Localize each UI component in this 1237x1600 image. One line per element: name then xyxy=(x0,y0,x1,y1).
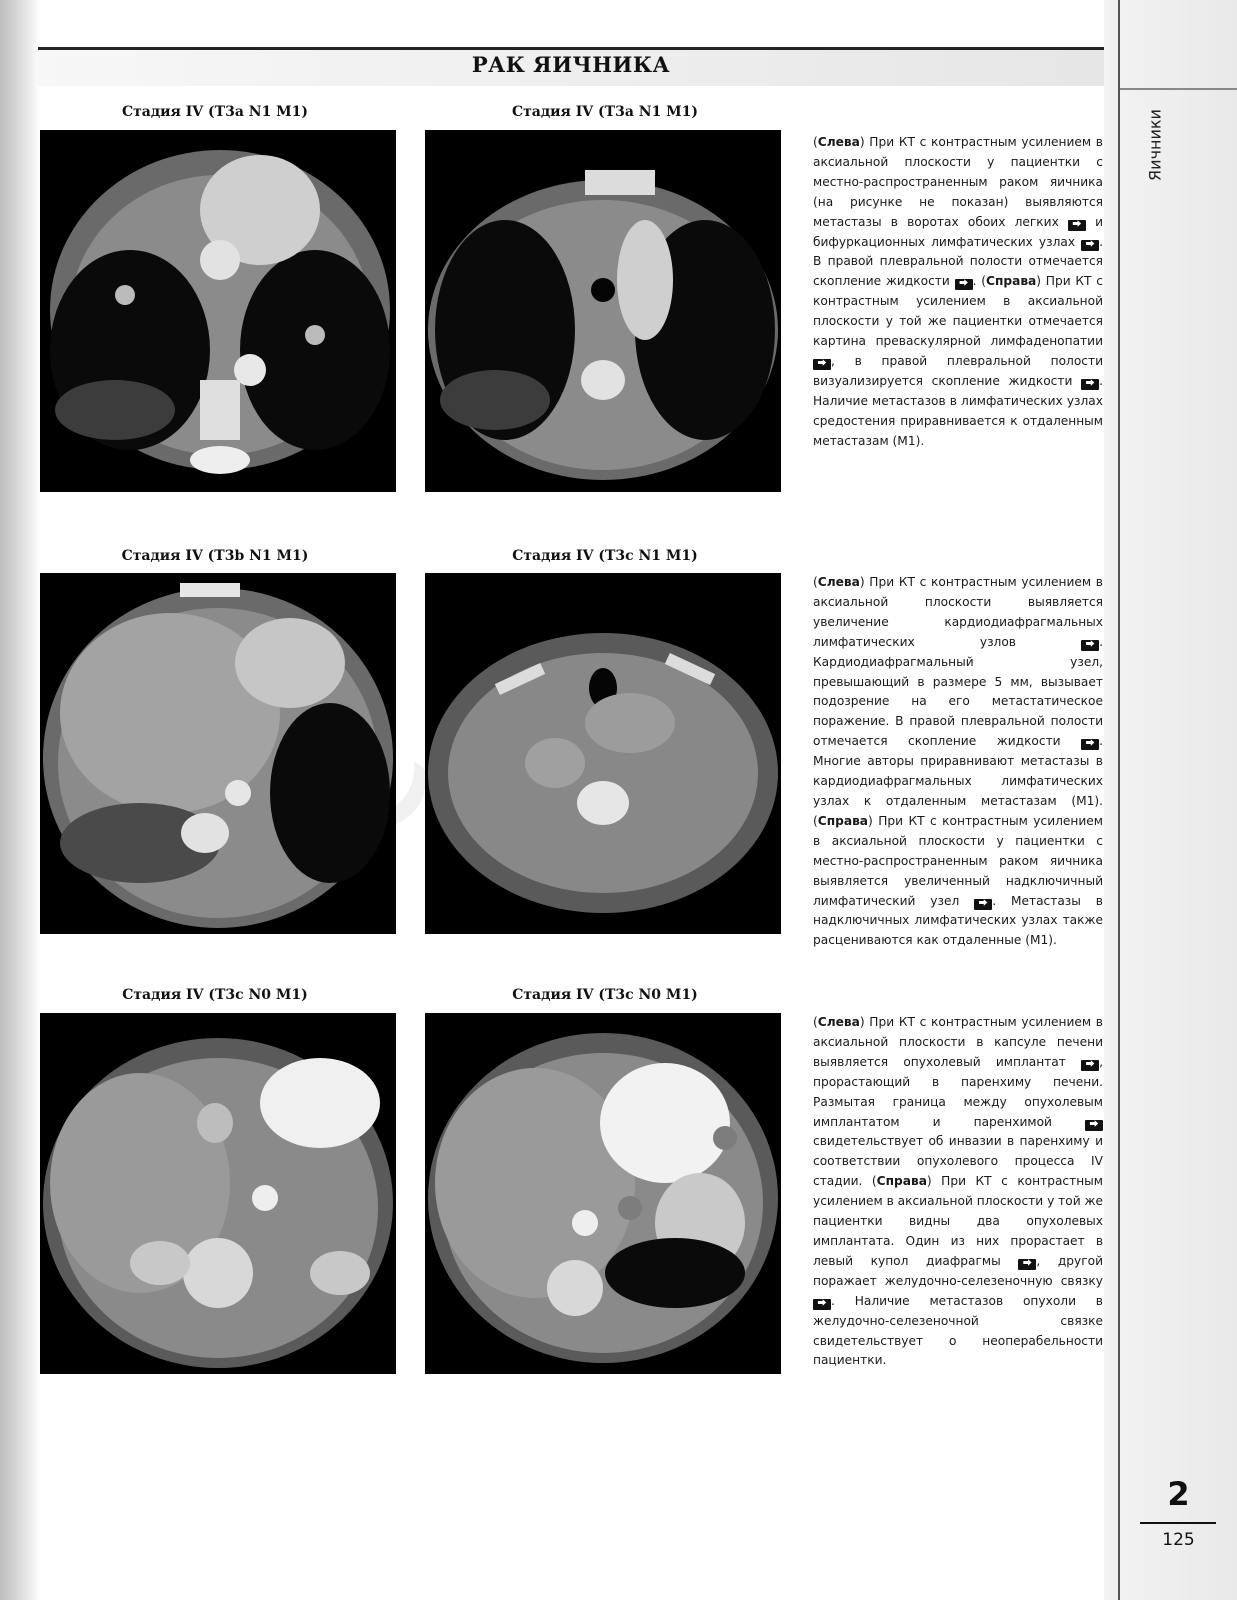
caption-row3-left: Стадия IV (T3c N0 M1) xyxy=(122,987,308,1003)
side-label-bold: Справа xyxy=(876,1174,927,1189)
arrow-marker-icon: ⮕ xyxy=(1081,1060,1099,1071)
description-text: ) При КТ с контрастным усилением в аксиальной плоскости выявляется увеличение кардиодиафрагмальных лимфатических узлов xyxy=(813,575,1103,649)
caption-row2-left: Стадия IV (T3b N1 M1) xyxy=(121,548,309,564)
strip-divider xyxy=(1118,0,1120,1600)
strip-top-rule xyxy=(1120,88,1237,90)
description-row3 xyxy=(813,1013,1103,1371)
arrow-marker-icon: ⮕ xyxy=(1081,240,1099,251)
description-text: . Кардиодиафрагмальный узел, превышающий в размере 5 мм, вызывает подозрение на его метастатическое поражение. В правой плевральной полости отмечается скопление жидкости xyxy=(813,634,1103,749)
arrow-marker-icon: ⮕ xyxy=(813,359,831,370)
arrow-marker-icon: ⮕ xyxy=(1085,1120,1103,1131)
ct-scan-diaphragm-implants xyxy=(425,1013,781,1374)
page-title: РАК ЯИЧНИКА xyxy=(471,52,671,77)
ct-scan-supraclavicular-node xyxy=(425,573,781,934)
description-row2 xyxy=(813,573,1103,951)
description-text: . В правой плевральной полости отмечается скопление жидкости xyxy=(813,234,1103,289)
description-text: . Многие авторы приравнивают метастазы в кардиодиафрагмальных лимфатических узлах к отдаленным метастазам (M1). ( xyxy=(813,734,1103,828)
arrow-marker-icon: ⮕ xyxy=(1081,640,1099,651)
arrow-marker-icon: ⮕ xyxy=(1018,1259,1036,1270)
description-text: ) При КТ с контрастным усилением в аксиальной плоскости у пациентки с местно-распространенным раком яичника (на рисунке не показан) выявляются метастазы в воротах обоих легких xyxy=(813,135,1103,229)
chapter-number: 2 xyxy=(1167,1475,1190,1513)
description-text: . Метастазы в надключичных лимфатических узлах также расцениваются как отдаленные (M1). xyxy=(813,893,1103,948)
arrow-marker-icon: ⮕ xyxy=(955,279,973,290)
caption-row3-right: Стадия IV (T3c N0 M1) xyxy=(512,987,698,1003)
description-text: . Наличие метастазов в лимфатических узлах средостения приравнивается к отдаленным метастазам (M1). xyxy=(813,373,1103,448)
description-row1 xyxy=(813,133,1103,452)
description-text: ) При КТ с контрастным усилением в аксиальной плоскости в капсуле печени выявляется опухолевый имплантат xyxy=(813,1015,1103,1069)
side-label-bold: Справа xyxy=(817,813,869,828)
caption-row1-right: Стадия IV (T3a N1 M1) xyxy=(511,104,699,120)
section-label: Яичники xyxy=(1145,109,1165,181)
description-text: . ( xyxy=(972,274,987,289)
arrow-marker-icon: ⮕ xyxy=(1081,379,1099,390)
chapter-strip xyxy=(1104,0,1237,1600)
ct-scan-chest-hilar-nodes xyxy=(40,130,396,492)
arrow-marker-icon: ⮕ xyxy=(813,1299,831,1310)
description-text: ( xyxy=(813,1015,818,1029)
description-text: ( xyxy=(813,135,818,149)
description-text: , в правой плевральной полости визуализируется скопление жидкости xyxy=(813,353,1103,388)
page-number-rule xyxy=(1140,1522,1216,1524)
side-label-bold: Слева xyxy=(817,575,860,589)
description-text: и бифуркационных лимфатических узлах xyxy=(813,214,1104,249)
description-text: ) При КТ с контрастным усилением в аксиальной плоскости у той же пациентки видны два опухолевых имплантата. Один из них прорастает в левый купол диафрагмы xyxy=(813,1174,1103,1268)
page-gutter-shadow xyxy=(0,0,40,1600)
ct-scan-cardiophrenic-nodes xyxy=(40,573,396,934)
page-number: 125 xyxy=(1162,1530,1195,1550)
side-label-bold: Справа xyxy=(986,274,1037,289)
description-text: ( xyxy=(813,575,818,589)
side-label-bold: Слева xyxy=(817,135,860,149)
ct-scan-liver-capsule-implant xyxy=(40,1013,396,1374)
description-text: ) При КТ с контрастным усилением в аксиальной плоскости у пациентки с местно-распространенным раком яичника выявляется увеличенный надключичный лимфатический узел xyxy=(813,813,1103,908)
caption-row1-left: Стадия IV (T3a N1 M1) xyxy=(121,104,309,120)
ct-scan-chest-prevascular xyxy=(425,130,781,492)
description-text: ) При КТ с контрастным усилением в аксиальной плоскости у той же пациентки отмечается картина преваскулярной лимфаденопатии xyxy=(813,274,1103,349)
description-text: . Наличие метастазов опухоли в желудочно-селезеночной связке свидетельствует о неоперабельности пациентки. xyxy=(813,1293,1103,1368)
caption-row2-right: Стадия IV (T3c N1 M1) xyxy=(512,548,698,564)
side-label-bold: Слева xyxy=(817,1015,860,1029)
arrow-marker-icon: ⮕ xyxy=(974,899,992,910)
description-text: , прорастающий в паренхиму печени. Размытая граница между опухолевым имплантатом и паренхимой xyxy=(813,1054,1103,1129)
description-text: свидетельствует об инвазии в паренхиму и соответствии опухолевого процесса IV стадии. ( xyxy=(813,1134,1103,1189)
description-text: , другой поражает желудочно-селезеночную связку xyxy=(813,1253,1103,1288)
arrow-marker-icon: ⮕ xyxy=(1081,739,1099,750)
arrow-marker-icon: ⮕ xyxy=(1068,220,1086,231)
